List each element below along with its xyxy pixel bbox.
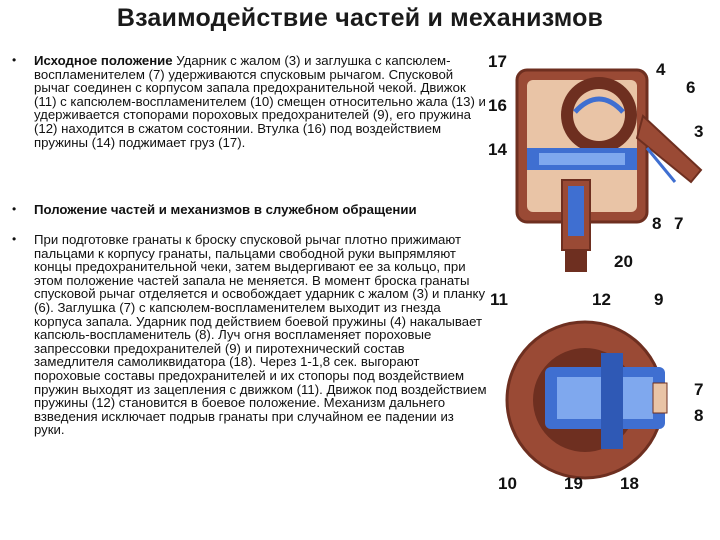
bullet-marker: • [12,232,17,246]
diagram-label: 12 [592,290,611,309]
self-destruct-diagram [505,315,685,495]
bullet-service-position [10,203,488,231]
bullet-text: При подготовке гранаты к броску спусковой рычаг плотно прижимают пальцами к корпусу гранаты, пальцами свободной руки выпрямляют концы предохранительной чеки, затем выдергивают ее за кольцо, при этом положение частей запала не меняется. В момент броска гранаты спусковой рычаг отделяется и освобождает ударник с жалом (3) и планку (6). Заглушка (7) с капсюлем-воспламенителем выходит из гнезда корпуса запала. Ударник под действием боевой пружины (4) накалывает капсюль-воспламенитель (8). Луч огня воспламеняет пороховые запрессовки предохранителей (9) и пиротехнический состав замедлителя самоликвидатора (18). Через 1-1,8 сек. выгорают пороховые составы предохранителей и их стопоры под воздействием пружин выходят из зацепления с движком (11). Движок под воздействием пружины (12) становится в боевое положение. Механизм дальнего взведения исключает подрыв гранаты при случайном ее падении из руки. [34,232,487,438]
diagram-label: 18 [620,474,639,493]
diagram-label: 20 [614,252,633,271]
bullet-heading: Исходное положение [34,53,173,68]
diagram-label: 3 [694,122,704,141]
slide-title: Взаимодействие частей и механизмов [116,4,604,32]
diagram-label: 4 [656,60,666,79]
bullet-throw-sequence [10,233,488,437]
diagram-label: 11 [490,290,508,309]
bullet-heading: Положение частей и механизмов в служебном обращении [34,202,417,217]
diagram-label: 8 [694,406,704,425]
diagram-label: 7 [674,214,684,233]
diagram-label: 17 [488,52,507,71]
bullet-list [10,54,488,437]
diagram-label: 19 [564,474,583,493]
diagram-label: 10 [498,474,517,493]
diagram-label: 14 [488,140,507,159]
fuze-section-diagram [505,50,705,280]
bullet-marker: • [12,202,17,216]
diagram-label: 9 [654,290,664,309]
bullet-initial-position [10,54,488,202]
diagram-label: 8 [652,214,662,233]
diagram-label: 7 [694,380,704,399]
diagram-label: 16 [488,96,507,115]
bullet-text: Ударник с жалом (3) и заглушка с капсюлем-воспламенителем (7) удерживаются спусковым рычагом. Спусковой рычаг соединен с корпусом запала предохранительной чекой. Движок (11) с капсюлем-воспламенителем (10) смещен относительно жала (13) и удерживается стопорами пороховых предохранителей (9), его пружина (12) находится в сжатом состоянии. Втулка (16) под воздействием пружины (14) поджимает груз (17). [34,53,486,150]
bullet-marker: • [12,53,17,67]
diagram-label: 6 [686,78,696,97]
